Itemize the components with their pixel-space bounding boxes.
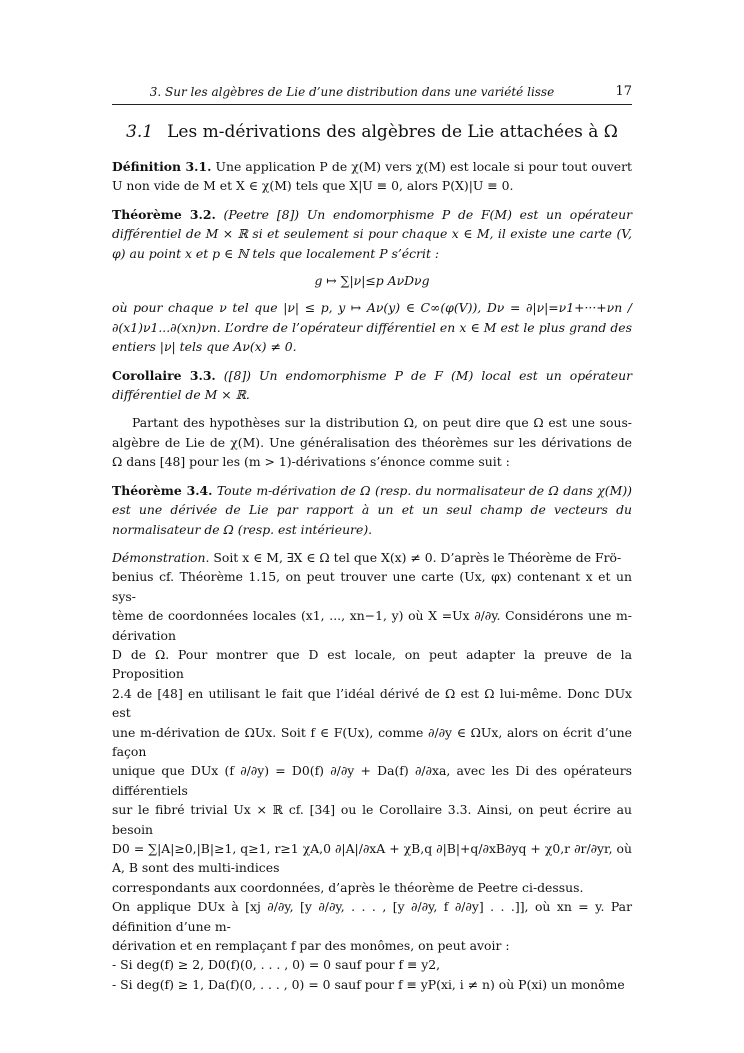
section-heading xyxy=(112,122,632,142)
corollary-text: ([8]) Un endomorphisme P de F (M) local est un opérateur différentiel de M × ℝ. xyxy=(112,367,632,403)
proof-line: On applique DUx à [xj ∂/∂y, [y ∂/∂y, . . . , [y ∂/∂y, f ∂/∂y] . . .]], où xn = y. Par définition d’une m- xyxy=(112,899,632,934)
proof-line: 2.4 de [48] en utilisant le fait que l’idéal dérivé de Ω est Ω lui-même. Donc DUx est xyxy=(112,685,632,721)
proof-line: dérivation et en remplaçant f par des monômes, on peut avoir : xyxy=(112,938,510,954)
proof-line: - Si deg(f) ≥ 2, D0(f)(0, . . . , 0) = 0 sauf pour f ≡ y2, xyxy=(112,957,441,973)
proof-line: tème de coordonnées locales (x1, ..., xn−1, y) où X =Ux ∂/∂y. Considérons une m-dérivation xyxy=(112,608,632,643)
theorem-3-4-text: Toute m-dérivation de Ω (resp. du normalisateur de Ω dans χ(M)) est une dérivée de Lie par rapport à un et un seul champ de vecteurs du normalisateur de Ω (resp. est intérieure). xyxy=(112,482,632,537)
definition-block xyxy=(112,157,632,196)
proof-line: D0 = ∑|A|≥0,|B|≥1, q≥1, r≥1 χA,0 ∂|A|/∂xA + χB,q ∂|B|+q/∂xB∂yq + χ0,r ∂r/∂yr, où A, B sont des multi-indices xyxy=(112,841,632,876)
header-title: 3. Sur les algèbres de Lie d’une distribution dans une variété lisse xyxy=(149,85,555,99)
proof-line: D de Ω. Pour montrer que D est locale, on peut adapter la preuve de la Proposition xyxy=(112,646,632,682)
section-number: 3.1 xyxy=(126,122,154,142)
definition-label: Définition 3.1. xyxy=(112,159,212,174)
proof-line: - Si deg(f) ≥ 1, Da(f)(0, . . . , 0) = 0 sauf pour f ≡ yP(xi, i ≠ n) où P(xi) un monôme xyxy=(112,976,625,992)
proof-line: une m-dérivation de ΩUx. Soit f ∈ F(Ux), comme ∂/∂y ∈ ΩUx, alors on écrit d’une façon xyxy=(112,724,632,759)
proof-line: Soit x ∈ M, ∃X ∈ Ω tel que X(x) ≠ 0. D’après le Théorème de Frö- xyxy=(213,549,622,565)
theorem-3-2-formula: g ↦ ∑|ν|≤p AνDνg xyxy=(314,273,430,289)
theorem-3-2-text: (Peetre [8]) Un endomorphisme P de F(M) est un opérateur différentiel de M × ℝ si et seulement si pour chaque x ∈ M, il existe une carte (V, φ) au point x et p ∈ ℕ tels que localement P s’écrit : xyxy=(112,206,632,261)
proof-line: unique que DUx (f ∂/∂y) = D0(f) ∂/∂y + Da(f) ∂/∂xa, avec les Di des opérateurs différentiels xyxy=(112,763,632,798)
theorem-3-2-block xyxy=(112,205,632,357)
paragraph: Partant des hypothèses sur la distribution Ω, on peut dire que Ω est une sous-algèbre de Lie de χ(M). Une généralisation des théorèmes sur les dérivations de Ω dans [48] pour les (m > 1)-dérivations s’énonce comme suit : xyxy=(112,415,632,470)
proof-line: benius cf. Théorème 1.15, on peut trouver une carte (Ux, φx) contenant x et un sys- xyxy=(112,569,632,604)
proof-block xyxy=(112,548,632,994)
theorem-3-4-block xyxy=(112,481,632,539)
body-text xyxy=(112,157,632,1003)
theorem-3-4-label: Théorème 3.4. xyxy=(112,482,213,498)
corollary-3-3-block xyxy=(112,366,632,405)
theorem-3-2-continuation: où pour chaque ν tel que |ν| ≤ p, y ↦ Aν(y) ∈ C∞(φ(V)), Dν = ∂|ν|=ν1+···+νn / ∂(x1)ν1...∂(xn)νn. L’ordre de l’opérateur différentiel en x ∈ M est le plus grand des entiers |ν| tels que Aν(x) ≠ 0. xyxy=(112,300,632,355)
theorem-3-2-label: Théorème 3.2. xyxy=(112,206,216,222)
corollary-label: Corollaire 3.3. xyxy=(112,367,216,383)
proof-line: correspondants aux coordonnées, d’après le théorème de Peetre ci-dessus. xyxy=(112,879,584,895)
proof-label: Démonstration. xyxy=(112,549,210,565)
running-header xyxy=(112,84,632,105)
page-number: 17 xyxy=(615,84,632,99)
proof-line: sur le fibré trivial Ux × ℝ cf. [34] ou le Corollaire 3.3. Ainsi, on peut écrire au besoin xyxy=(112,802,632,837)
definition-text: Une application P de χ(M) vers χ(M) est locale si pour tout ouvert U non vide de M et X ∈ χ(M) tels que X|U ≡ 0, alors P(X)|U ≡ 0. xyxy=(112,159,632,194)
section-title: Les m-dérivations des algèbres de Lie attachées à Ω xyxy=(167,122,618,142)
